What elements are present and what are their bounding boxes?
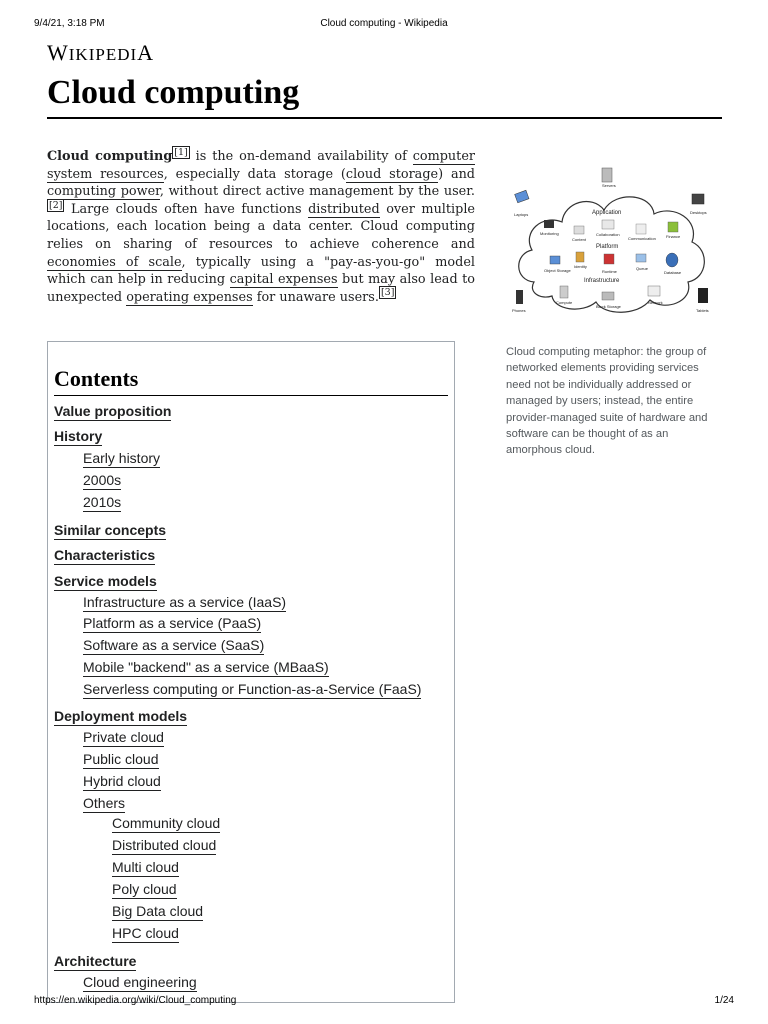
toc-item-label[interactable]: Platform as a service (PaaS)	[83, 615, 262, 631]
toc-item[interactable]	[83, 974, 197, 990]
toc-item-label[interactable]: Others	[83, 795, 126, 811]
tablet-icon	[698, 288, 708, 303]
label-servers: Servers	[602, 183, 616, 188]
toc-item[interactable]	[83, 450, 160, 466]
wikipedia-wordmark[interactable]	[47, 40, 154, 66]
toc-item-label[interactable]: Service models	[54, 573, 157, 589]
link-economies-of-scale[interactable]: economies of scale	[47, 254, 182, 270]
toc-item[interactable]	[112, 903, 203, 919]
toc-item[interactable]	[83, 594, 286, 610]
server-icon	[602, 168, 612, 182]
toc-item[interactable]	[83, 729, 164, 745]
cloud-computing-diagram[interactable]	[504, 162, 720, 320]
toc-item[interactable]	[83, 615, 261, 631]
toc-item[interactable]	[112, 881, 177, 897]
toc-item[interactable]	[54, 428, 102, 444]
lead-paragraph: Cloud computing [1] is the on-demand availability of computer system resources, especially data storage (cloud storage) and computing power, without direct active management by the user.[2] Large clouds often have functions distributed over multiple locations, each location being a data center. Cloud computing relies on sharing of resources to achieve coherence and economies of scale, typically using a "pay-as-you-go" model which can help in reducing capital expenses but may also lead to unexpected operating expenses for unaware users. [3]	[47, 146, 476, 305]
finance-icon	[668, 222, 678, 232]
label-phones: Phones	[512, 308, 526, 313]
label-network: Network	[648, 300, 663, 305]
label-infrastructure: Infrastructure	[584, 278, 620, 284]
label-collaboration: Collaboration	[596, 232, 620, 237]
runtime-icon	[604, 254, 614, 264]
toc-item[interactable]	[83, 472, 121, 488]
toc-item-label[interactable]: Mobile "backend" as a service (MBaaS)	[83, 659, 329, 675]
label-tablets: Tablets	[696, 308, 709, 313]
laptop-icon	[515, 190, 529, 203]
toc-item[interactable]	[83, 659, 329, 675]
wordmark-final: A	[137, 40, 155, 65]
print-datetime: 9/4/21, 3:18 PM	[34, 18, 105, 29]
toc-item[interactable]	[83, 681, 421, 697]
toc-item-label[interactable]: Private cloud	[83, 729, 164, 745]
label-platform: Platform	[596, 244, 619, 250]
toc-item[interactable]	[54, 403, 171, 419]
toc-item-label[interactable]: Poly cloud	[112, 881, 177, 897]
wordmark-initial: W	[47, 40, 69, 65]
object-storage-icon	[550, 256, 560, 264]
label-laptops: Laptops	[514, 212, 529, 217]
toc-item[interactable]	[54, 522, 166, 538]
wordmark-middle: IKIPEDI	[68, 45, 138, 64]
link-computer[interactable]: computer	[412, 149, 476, 164]
toc-item-label[interactable]: 2010s	[83, 494, 122, 510]
title-divider	[47, 117, 722, 119]
print-footer	[34, 995, 734, 1006]
label-application: Application	[592, 210, 622, 216]
toc-item[interactable]	[83, 773, 161, 789]
toc-item-label[interactable]: Public cloud	[83, 751, 159, 767]
ref-1[interactable]: [1]	[174, 146, 188, 158]
toc-item-label[interactable]: HPC cloud	[112, 925, 179, 941]
label-queue: Queue	[636, 266, 649, 271]
toc-divider	[54, 395, 448, 396]
toc-item[interactable]	[112, 859, 179, 875]
toc-item-label[interactable]: Hybrid cloud	[83, 773, 161, 789]
label-finance: Finance	[666, 234, 681, 239]
database-icon	[666, 253, 678, 267]
toc-item-label[interactable]: Software as a service (SaaS)	[83, 637, 265, 653]
toc-item-label[interactable]: Similar concepts	[54, 522, 167, 538]
print-header	[34, 18, 734, 32]
toc-item[interactable]	[54, 708, 187, 724]
label-runtime: Runtime	[602, 269, 617, 274]
toc-item[interactable]	[54, 547, 155, 563]
toc-item[interactable]	[54, 573, 157, 589]
label-desktops: Desktops	[690, 210, 707, 215]
label-content: Content	[572, 237, 587, 242]
toc-item[interactable]	[112, 815, 220, 831]
monitoring-icon	[544, 220, 554, 228]
label-compute: Compute	[556, 300, 573, 305]
ref-3[interactable]: [3]	[380, 287, 395, 299]
queue-icon	[636, 254, 646, 262]
collaboration-icon	[602, 220, 614, 229]
label-monitoring: Monitoring	[540, 231, 559, 236]
table-of-contents	[47, 341, 455, 1003]
toc-item-label[interactable]: Deployment models	[54, 708, 188, 724]
toc-item-label[interactable]: Value proposition	[54, 403, 172, 419]
print-page-number: 1/24	[714, 995, 734, 1006]
print-page-title: Cloud computing - Wikipedia	[320, 18, 448, 29]
toc-item-label[interactable]: Characteristics	[54, 547, 156, 563]
ref-2[interactable]: [2]	[49, 199, 63, 211]
toc-item[interactable]	[83, 494, 121, 510]
figure-caption: Cloud computing metaphor: the group of networked elements providing services need not be individually addressed or managed by users; instead, the entire provider-managed suite of hardware and software can be thought of as an amorphous cloud.	[506, 346, 708, 457]
content-icon	[574, 226, 584, 234]
lead-term: Cloud computing	[47, 149, 173, 164]
toc-title: Contents	[54, 366, 139, 391]
label-communication: Communication	[628, 236, 656, 241]
link-distributed[interactable]: distributed	[308, 201, 380, 217]
toc-item-label[interactable]: Multi cloud	[112, 859, 179, 875]
link-capital-expenses[interactable]: capital expenses	[229, 272, 338, 288]
toc-item[interactable]	[112, 837, 216, 853]
toc-item-label[interactable]: Big Data cloud	[112, 903, 204, 919]
communication-icon	[636, 224, 646, 234]
toc-item[interactable]	[83, 795, 125, 811]
link-computing-power[interactable]: computing power	[47, 184, 160, 200]
label-block-storage: Block Storage	[596, 304, 621, 309]
toc-item-label[interactable]: Architecture	[54, 953, 137, 969]
desktop-icon	[692, 194, 704, 204]
label-database: Database	[664, 270, 682, 275]
phone-icon	[516, 290, 523, 304]
toc-item-label[interactable]: History	[54, 428, 103, 444]
toc-item[interactable]	[112, 925, 179, 941]
toc-item[interactable]	[83, 751, 159, 767]
block-storage-icon	[602, 292, 614, 300]
toc-item-label[interactable]: Serverless computing or Function-as-a-Service (FaaS)	[83, 681, 422, 697]
network-icon	[648, 286, 660, 296]
toc-item-label[interactable]: Early history	[83, 450, 161, 466]
label-object-storage: Object Storage	[544, 268, 571, 273]
link-cloud-storage[interactable]: cloud storage	[345, 166, 439, 182]
toc-item-label[interactable]: 2000s	[83, 472, 122, 488]
toc-item-label[interactable]: Cloud engineering	[83, 974, 197, 990]
toc-item-label[interactable]: Infrastructure as a service (IaaS)	[83, 594, 287, 610]
toc-item-label[interactable]: Distributed cloud	[112, 837, 217, 853]
link-system-resources[interactable]: system resources	[47, 166, 164, 182]
label-identity: Identity	[574, 264, 587, 269]
print-url: https://en.wikipedia.org/wiki/Cloud_computing	[34, 995, 237, 1006]
identity-icon	[576, 252, 584, 262]
link-operating-expenses[interactable]: operating expenses	[126, 289, 253, 305]
toc-item-label[interactable]: Community cloud	[112, 815, 221, 831]
compute-icon	[560, 286, 568, 298]
toc-item[interactable]	[54, 953, 136, 969]
page-title: Cloud computing	[47, 74, 300, 111]
toc-item[interactable]	[83, 637, 264, 653]
